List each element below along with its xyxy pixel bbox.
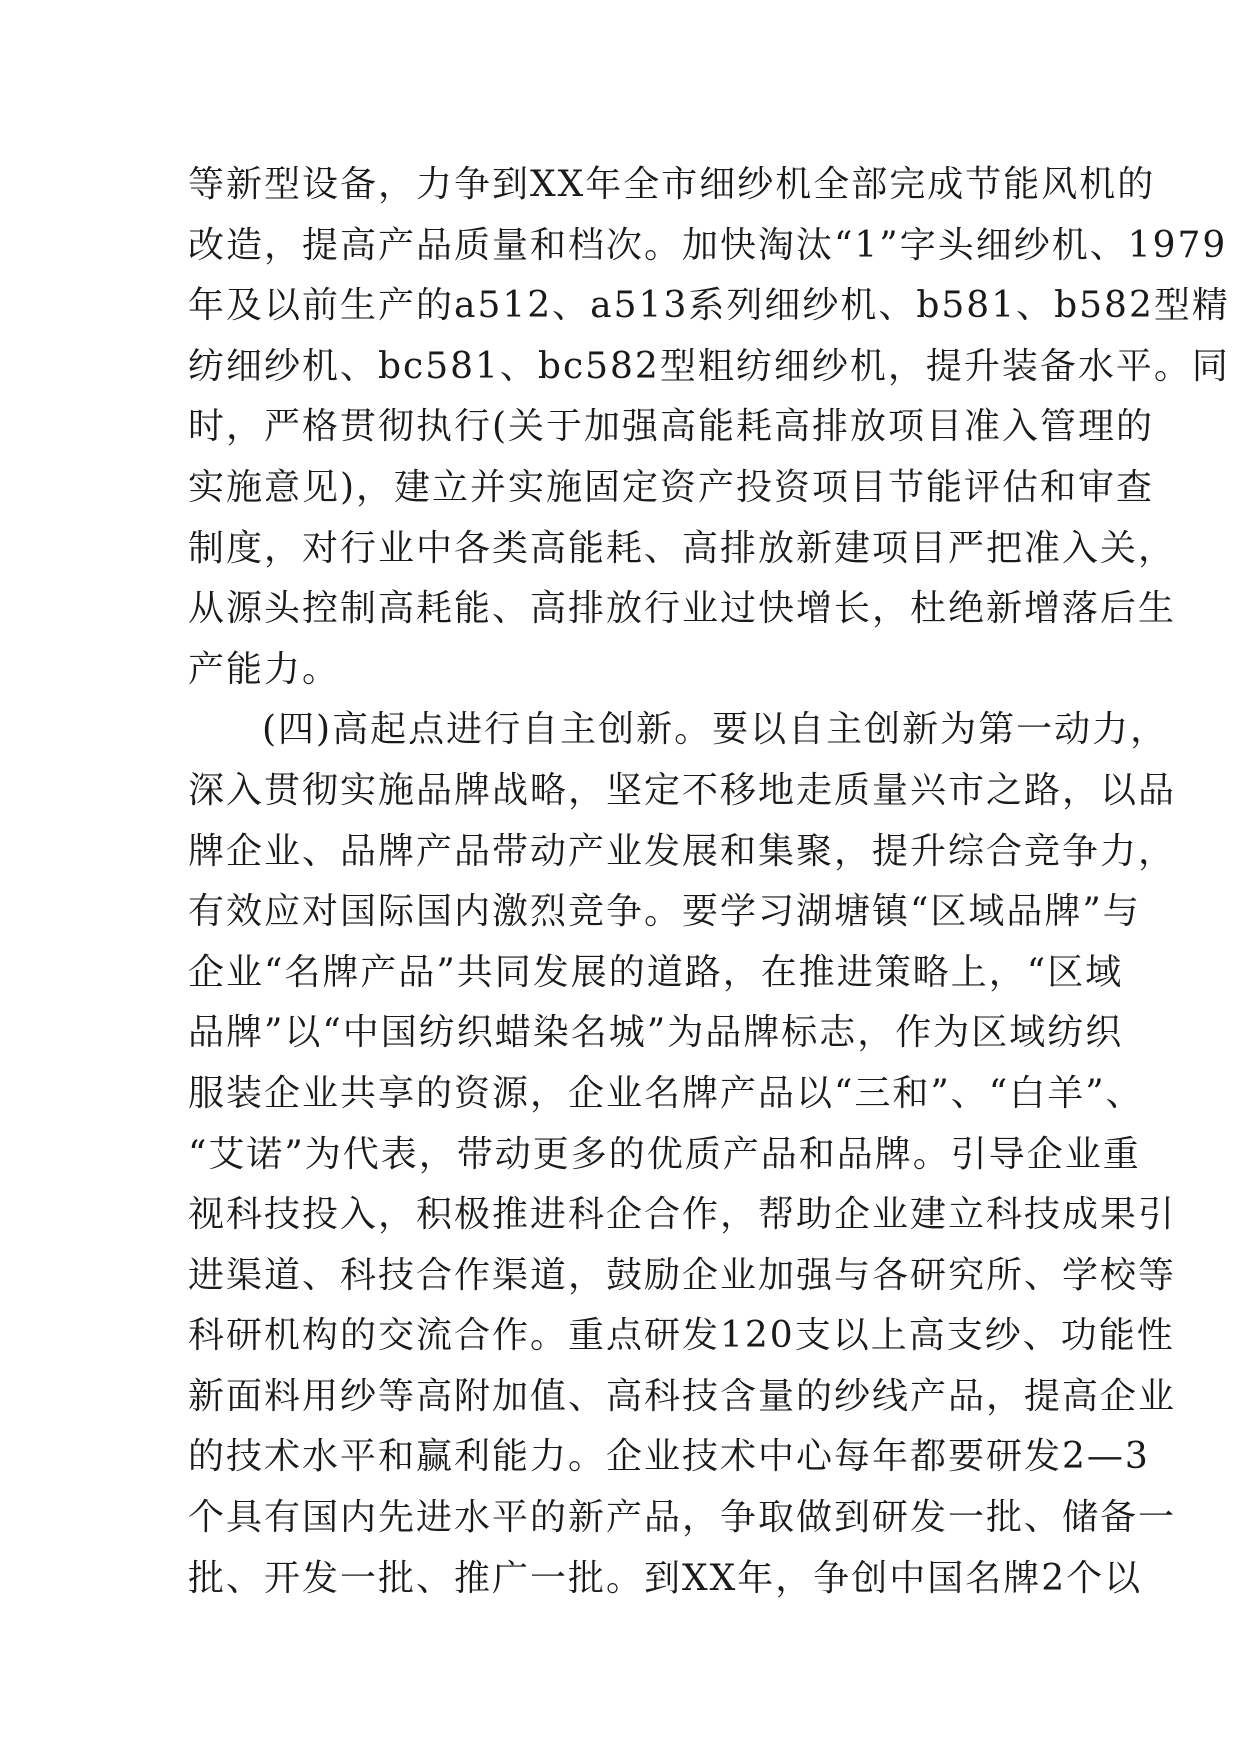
text-line: 实施意见)，建立并实施固定资产投资项目节能评估和审查 bbox=[188, 466, 1155, 508]
text-line: 进渠道、科技合作渠道，鼓励企业加强与各研究所、学校等 bbox=[188, 1254, 1177, 1296]
text-line: 制度，对行业中各类高能耗、高排放新建项目严把准入关， bbox=[188, 527, 1177, 569]
text-line: 时，严格贯彻执行(关于加强高能耗高排放项目准入管理的 bbox=[188, 406, 1155, 448]
text-line: 从源头控制高耗能、高排放行业过快增长，杜绝新增落后生 bbox=[188, 588, 1177, 630]
text-line: 的技术水平和赢利能力。企业技术中心每年都要研发2—3 bbox=[188, 1436, 1150, 1478]
paragraph-1 bbox=[188, 155, 1230, 700]
text-line: 视科技投入，积极推进科企合作，帮助企业建立科技成果引 bbox=[188, 1194, 1177, 1236]
paragraph-2 bbox=[188, 700, 1177, 1609]
text-line: 批、开发一批、推广一批。到XX年，争创中国名牌2个以 bbox=[188, 1557, 1143, 1599]
text-line: 等新型设备，力争到XX年全市细纱机全部完成节能风机的 bbox=[188, 164, 1156, 205]
text-line: 深入贯彻实施品牌战略，坚定不移地走质量兴市之路，以品 bbox=[188, 769, 1177, 811]
text-line: 科研机构的交流合作。重点研发120支以上高支纱、功能性 bbox=[188, 1315, 1175, 1357]
document-body bbox=[188, 155, 1230, 1609]
text-line: 企业“名牌产品”共同发展的道路，在推进策略上，“区域 bbox=[188, 951, 1124, 993]
text-line: 牌企业、品牌产品带动产业发展和集聚，提升综合竞争力， bbox=[188, 830, 1177, 872]
text-line: 有效应对国际国内激烈竞争。要学习湖塘镇“区域品牌”与 bbox=[188, 891, 1141, 933]
text-line: 纺细纱机、bc581、bc582型粗纺细纱机，提升装备水平。同 bbox=[188, 345, 1230, 387]
text-line: 品牌”以“中国纺织蜡染名城”为品牌标志，作为区域纺织 bbox=[188, 1012, 1124, 1054]
text-line: 新面料用纱等高附加值、高科技含量的纱线产品，提高企业 bbox=[188, 1375, 1177, 1417]
text-line: 年及以前生产的a512、a513系列细纱机、b581、b582型精 bbox=[188, 285, 1230, 327]
text-line: 服装企业共享的资源，企业名牌产品以“三和”、“白羊”、 bbox=[188, 1072, 1144, 1114]
text-line: 产能力。 bbox=[188, 648, 341, 690]
text-line: 改造，提高产品质量和档次。加快淘汰“1”字头细纱机、1979 bbox=[188, 224, 1228, 266]
text-line: “艾诺”为代表，带动更多的优质产品和品牌。引导企业重 bbox=[188, 1133, 1141, 1175]
text-line: (四)高起点进行自主创新。要以自主创新为第一动力， bbox=[262, 709, 1169, 751]
text-line: 个具有国内先进水平的新产品，争取做到研发一批、储备一 bbox=[188, 1497, 1177, 1539]
